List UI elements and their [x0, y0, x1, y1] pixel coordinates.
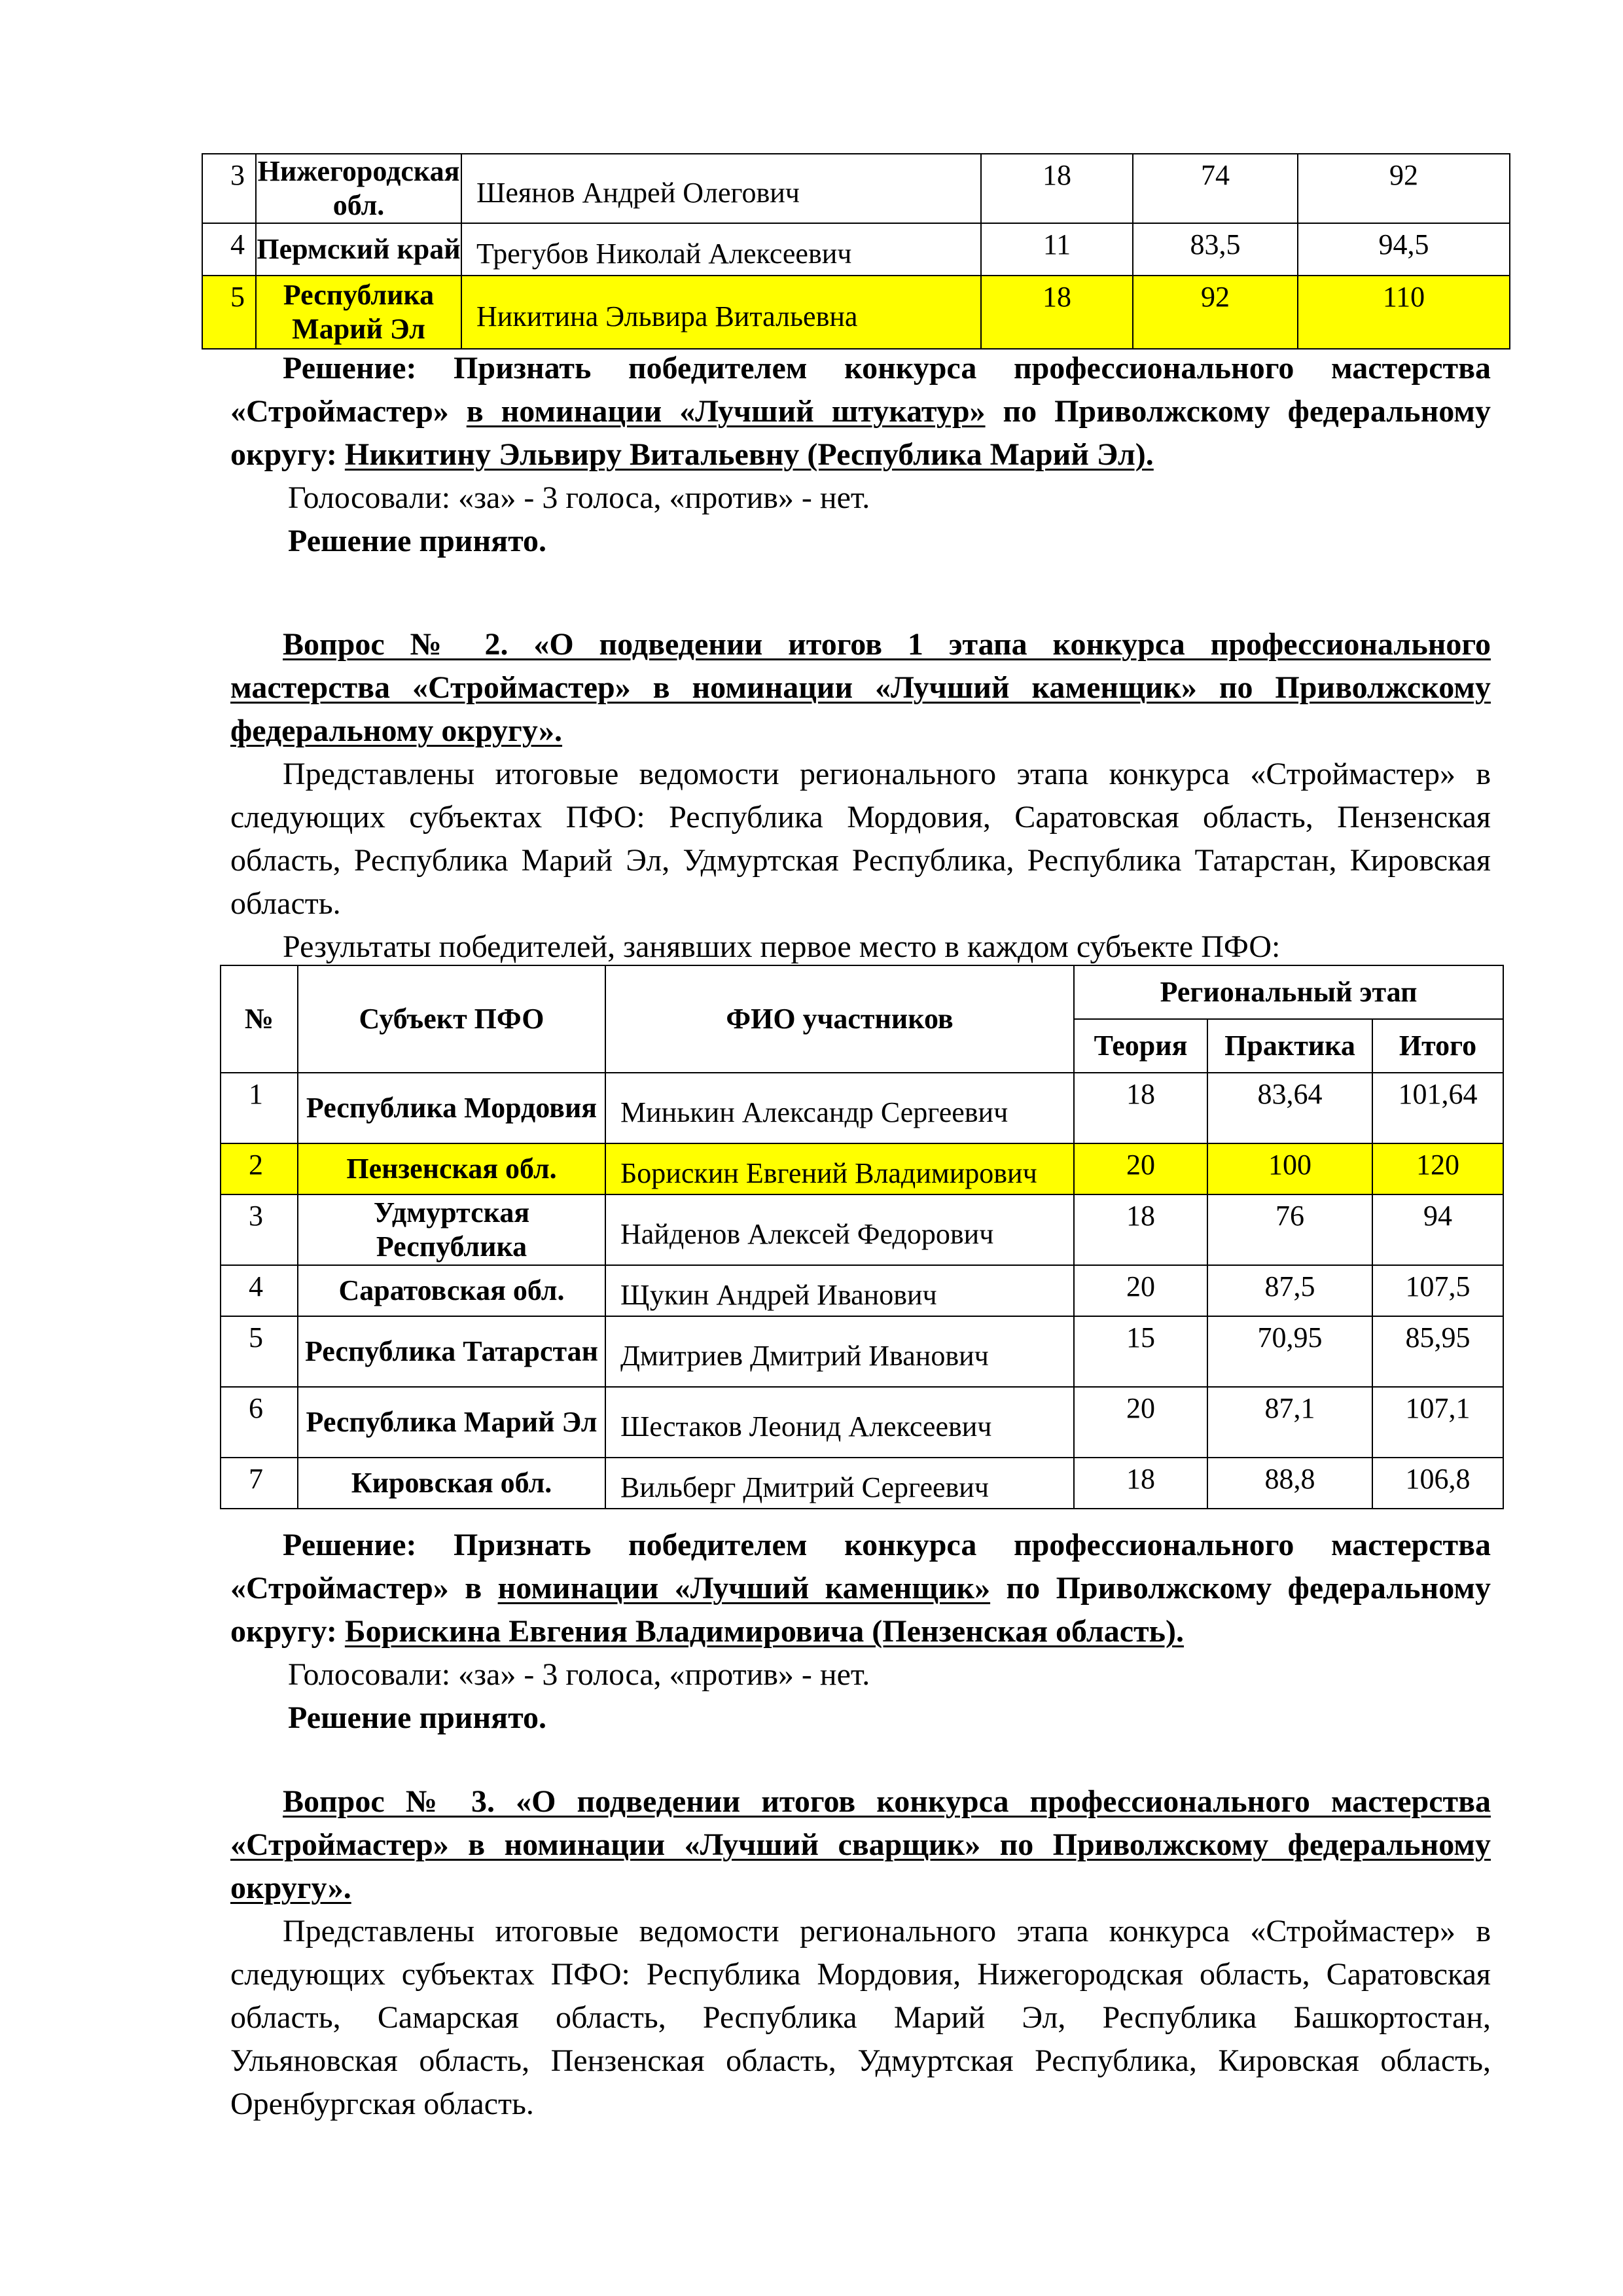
total-score: 94,5 — [1298, 223, 1510, 276]
col-header-total: Итого — [1372, 1019, 1503, 1073]
decision-text: округу: — [230, 1614, 337, 1649]
table-row — [221, 1316, 1503, 1387]
body-line: Представлены итоговые ведомости регионального этапа конкурса «Строймастер» в — [283, 757, 1491, 791]
question-line: Вопрос № 3. «О подведении итогов конкурса профессионального мастерства — [283, 1784, 1491, 1819]
question-line: мастерства «Строймастер» в номинации «Лучший каменщик» по Приволжскому — [230, 670, 1491, 705]
col-header-fio: ФИО участников — [605, 965, 1074, 1073]
practice-score: 83,64 — [1207, 1073, 1372, 1143]
participant-name: Шестаков Леонид Алексеевич — [605, 1387, 1074, 1458]
practice-score: 87,5 — [1207, 1265, 1372, 1316]
table-row — [221, 1073, 1503, 1143]
question-3-heading — [230, 1780, 1491, 1910]
participant-name: Вильберг Дмитрий Сергеевич — [605, 1458, 1074, 1509]
decision-text: округу: — [230, 437, 337, 472]
practice-score: 100 — [1207, 1143, 1372, 1194]
row-number: 5 — [221, 1316, 298, 1387]
theory-score: 20 — [1074, 1265, 1207, 1316]
row-number: 6 — [221, 1387, 298, 1458]
theory-score: 18 — [981, 154, 1133, 223]
practice-score: 74 — [1133, 154, 1298, 223]
body-line: Представлены итоговые ведомости регионального этапа конкурса «Строймастер» в — [283, 1914, 1491, 1948]
theory-score: 20 — [1074, 1143, 1207, 1194]
body-line: Результаты победителей, занявших первое место в каждом субъекте ПФО: — [283, 929, 1281, 964]
winner-name: Борискина Евгения Владимировича (Пензенская область). — [344, 1614, 1185, 1649]
participant-name: Найденов Алексей Федорович — [605, 1194, 1074, 1265]
body-line: область, Республика Марий Эл, Удмуртская Республика, Республика Татарстан, Кировская — [230, 843, 1491, 878]
row-number: 3 — [221, 1194, 298, 1265]
nomination-name: в номинации «Лучший штукатур» — [466, 394, 986, 429]
total-score: 110 — [1298, 276, 1510, 349]
question-line: Вопрос № 2. «О подведении итогов 1 этапа конкурса профессионального — [283, 627, 1491, 662]
subject-cell: Пензенская обл. — [298, 1143, 605, 1194]
decision-2 — [230, 1524, 1491, 1653]
total-score: 92 — [1298, 154, 1510, 223]
participant-name: Минькин Александр Сергеевич — [605, 1073, 1074, 1143]
practice-score: 88,8 — [1207, 1458, 1372, 1509]
row-number: 7 — [221, 1458, 298, 1509]
results-table-bricklayer — [220, 965, 1504, 1509]
row-number: 3 — [202, 154, 256, 223]
winner-name: Никитину Эльвиру Витальевну (Республика Марий Эл). — [344, 437, 1154, 472]
body-line: следующих субъектах ПФО: Республика Мордовия, Нижегородская область, Саратовская — [230, 1957, 1491, 1992]
decision-accepted-1: Решение принято. — [288, 524, 547, 558]
question-2-heading — [230, 623, 1491, 753]
body-line: область, Самарская область, Республика Марий Эл, Республика Башкортостан, — [230, 2000, 1491, 2035]
row-number: 4 — [221, 1265, 298, 1316]
decision-text: «Строймастер» в — [230, 1571, 482, 1605]
decision-accepted-2: Решение принято. — [288, 1700, 547, 1735]
practice-score: 87,1 — [1207, 1387, 1372, 1458]
subject-cell: Республика Марий Эл — [256, 276, 461, 349]
theory-score: 18 — [981, 276, 1133, 349]
total-score: 107,5 — [1372, 1265, 1503, 1316]
subject-cell: Саратовская обл. — [298, 1265, 605, 1316]
practice-score: 76 — [1207, 1194, 1372, 1265]
table-row — [221, 1387, 1503, 1458]
practice-score: 70,95 — [1207, 1316, 1372, 1387]
question-line: федеральному округу». — [230, 713, 563, 748]
decision-text: «Строймастер» — [230, 394, 449, 429]
results-table-plasterer — [202, 153, 1510, 350]
theory-score: 18 — [1074, 1458, 1207, 1509]
question-3-body — [230, 1910, 1491, 2126]
table-row — [202, 154, 1510, 223]
decision-1 — [230, 347, 1491, 476]
subject-cell: Республика Татарстан — [298, 1316, 605, 1387]
decision-text: по Приволжскому федеральному — [1003, 394, 1491, 429]
table-row — [221, 1194, 1503, 1265]
total-score: 107,1 — [1372, 1387, 1503, 1458]
table-row — [221, 1458, 1503, 1509]
participant-name: Шеянов Андрей Олегович — [461, 154, 981, 223]
participant-name: Никитина Эльвира Витальевна — [461, 276, 981, 349]
practice-score: 83,5 — [1133, 223, 1298, 276]
table-row — [221, 1265, 1503, 1316]
subject-cell: Кировская обл. — [298, 1458, 605, 1509]
theory-score: 18 — [1074, 1194, 1207, 1265]
theory-score: 18 — [1074, 1073, 1207, 1143]
row-number: 1 — [221, 1073, 298, 1143]
body-line: Оренбургская область. — [230, 2087, 534, 2121]
body-line: Ульяновская область, Пензенская область, Удмуртская Республика, Кировская область, — [230, 2043, 1491, 2078]
body-line: область. — [230, 886, 341, 921]
theory-score: 15 — [1074, 1316, 1207, 1387]
theory-score: 11 — [981, 223, 1133, 276]
subject-cell: Удмуртская Республика — [298, 1194, 605, 1265]
subject-cell: Пермский край — [256, 223, 461, 276]
table-row-highlighted — [202, 276, 1510, 349]
col-header-subject: Субъект ПФО — [298, 965, 605, 1073]
subject-cell: Нижегородская обл. — [256, 154, 461, 223]
col-header-number: № — [221, 965, 298, 1073]
subject-cell: Республика Мордовия — [298, 1073, 605, 1143]
col-header-practice: Практика — [1207, 1019, 1372, 1073]
total-score: 120 — [1372, 1143, 1503, 1194]
vote-result-1: Голосовали: «за» - 3 голоса, «против» - нет. — [288, 480, 870, 515]
nomination-name: номинации «Лучший каменщик» — [497, 1571, 991, 1605]
practice-score: 92 — [1133, 276, 1298, 349]
total-score: 101,64 — [1372, 1073, 1503, 1143]
col-header-theory: Теория — [1074, 1019, 1207, 1073]
vote-result-2: Голосовали: «за» - 3 голоса, «против» - нет. — [288, 1657, 870, 1692]
question-2-body — [230, 753, 1491, 969]
total-score: 85,95 — [1372, 1316, 1503, 1387]
participant-name: Щукин Андрей Иванович — [605, 1265, 1074, 1316]
total-score: 94 — [1372, 1194, 1503, 1265]
decision-line: Решение: Признать победителем конкурса профессионального мастерства — [283, 351, 1491, 386]
question-line: округу». — [230, 1871, 351, 1905]
row-number: 4 — [202, 223, 256, 276]
participant-name: Дмитриев Дмитрий Иванович — [605, 1316, 1074, 1387]
body-line: следующих субъектах ПФО: Республика Мордовия, Саратовская область, Пензенская — [230, 800, 1491, 834]
question-line: «Строймастер» в номинации «Лучший сварщик» по Приволжскому федеральному — [230, 1827, 1491, 1862]
table-row — [202, 223, 1510, 276]
subject-cell: Республика Марий Эл — [298, 1387, 605, 1458]
decision-line: Решение: Признать победителем конкурса профессионального мастерства — [283, 1528, 1491, 1562]
total-score: 106,8 — [1372, 1458, 1503, 1509]
table-header-row — [221, 965, 1503, 1019]
col-header-regional-stage: Региональный этап — [1074, 965, 1503, 1019]
row-number: 2 — [221, 1143, 298, 1194]
theory-score: 20 — [1074, 1387, 1207, 1458]
participant-name: Трегубов Николай Алексеевич — [461, 223, 981, 276]
table-row-highlighted — [221, 1143, 1503, 1194]
row-number: 5 — [202, 276, 256, 349]
decision-text: по Приволжскому федеральному — [1006, 1571, 1491, 1605]
participant-name: Борискин Евгений Владимирович — [605, 1143, 1074, 1194]
